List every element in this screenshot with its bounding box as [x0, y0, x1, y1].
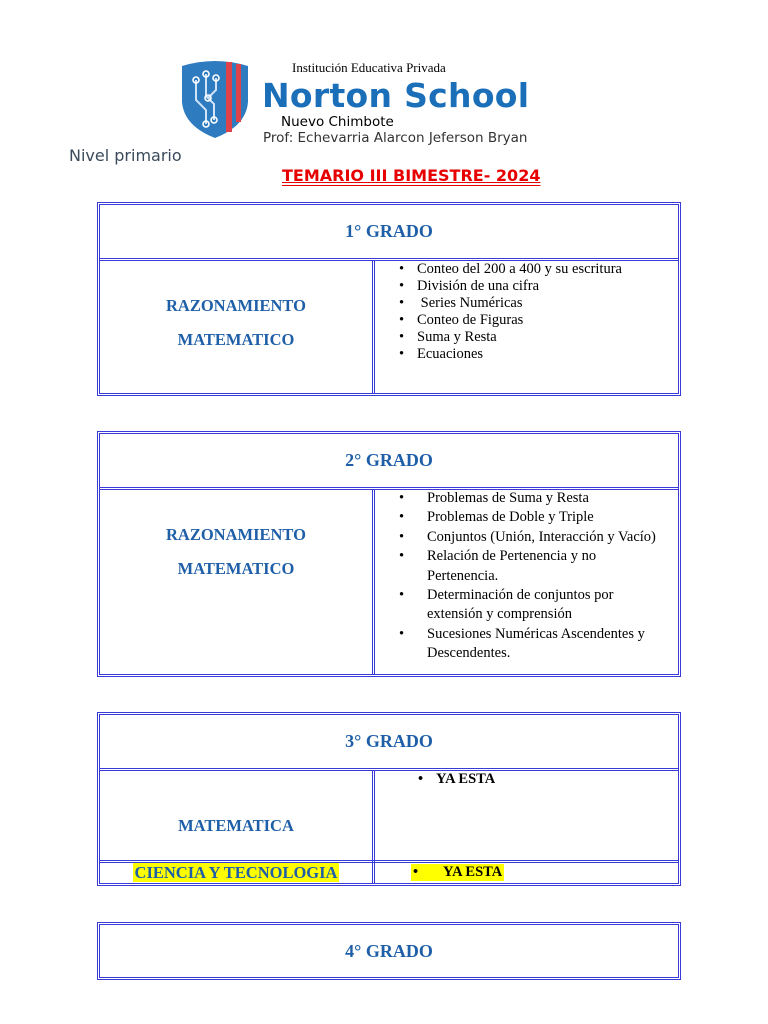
- list-item: • Sucesiones Numéricas Ascendentes y Descendentes.: [397, 625, 687, 664]
- table-column-divider: [372, 771, 375, 883]
- grade-2-topic-list: [397, 489, 679, 664]
- list-item: • Relación de Pertenencia y no Pertenencia.: [397, 547, 637, 586]
- grade-4-title: 4° GRADO: [345, 941, 433, 961]
- list-item: • División de una cifra: [397, 278, 622, 295]
- table-divider: [100, 768, 678, 771]
- list-item: • YA ESTA: [411, 864, 504, 881]
- table-column-divider: [372, 261, 375, 393]
- list-item: • Conteo del 200 a 400 y su escritura: [397, 261, 622, 278]
- list-item: • Conteo de Figuras: [397, 312, 622, 329]
- list-item: • Problemas de Doble y Triple: [397, 508, 679, 527]
- grade-3-table: [97, 712, 681, 886]
- grade-3-subject-math: MATEMATICA: [178, 816, 294, 835]
- list-item: • Determinación de conjuntos por extensión y comprensión: [397, 586, 657, 625]
- grade-3-science-topic-list: [411, 864, 504, 881]
- grade-1-title: 1° GRADO: [345, 221, 433, 241]
- grade-1-topic-list: [397, 261, 622, 363]
- school-name: Norton School: [262, 76, 530, 115]
- grade-1-subject: RAZONAMIENTO MATEMATICO: [166, 296, 306, 349]
- list-item: • Suma y Resta: [397, 329, 622, 346]
- grade-3-subject-science: CIENCIA Y TECNOLOGIA: [134, 863, 338, 882]
- document-title: TEMARIO III BIMESTRE- 2024: [282, 166, 541, 185]
- list-item: • Series Numéricas: [397, 295, 622, 312]
- grade-4-table: [97, 922, 681, 980]
- grade-2-table: [97, 431, 681, 677]
- list-item: • YA ESTA: [416, 771, 495, 788]
- grade-3-math-topic-list: [416, 771, 495, 788]
- grade-3-title: 3° GRADO: [345, 731, 433, 751]
- list-item: • Conjuntos (Unión, Interacción y Vacío): [397, 528, 679, 547]
- grade-2-subject: RAZONAMIENTO MATEMATICO: [166, 525, 306, 578]
- grade-2-title: 2° GRADO: [345, 450, 433, 470]
- city-label: Nuevo Chimbote: [281, 114, 394, 130]
- level-label: Nivel primario: [69, 146, 182, 165]
- grade-1-table: [97, 202, 681, 396]
- institution-label: Institución Educativa Privada: [292, 60, 446, 75]
- list-item: • Ecuaciones: [397, 346, 622, 363]
- table-column-divider: [372, 490, 375, 674]
- school-logo-shield-icon: [178, 60, 252, 140]
- professor-label: Prof: Echevarria Alarcon Jeferson Bryan: [263, 130, 528, 146]
- list-item: • Problemas de Suma y Resta: [397, 489, 679, 508]
